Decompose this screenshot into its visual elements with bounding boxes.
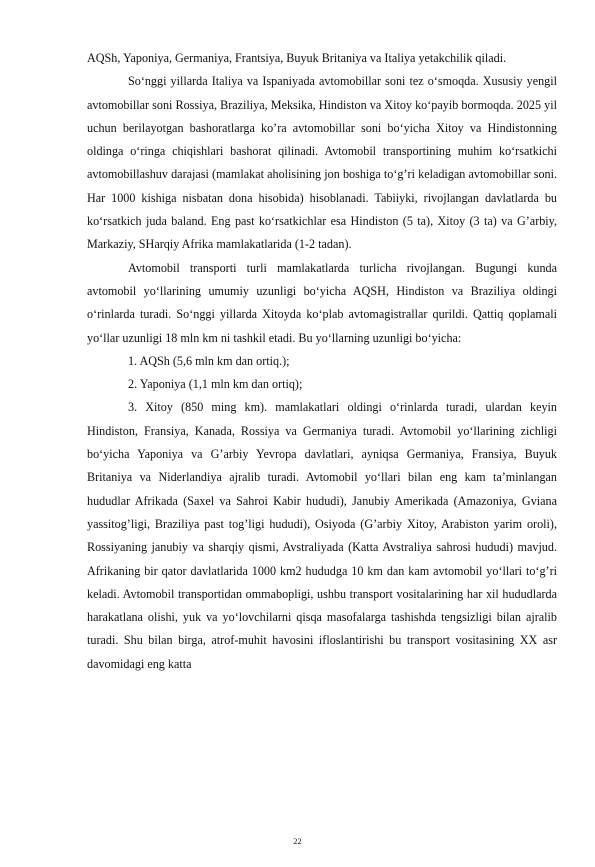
paragraph-continuation: AQSh, Yaponiya, Germaniya, Frantsiya, Buyuk Britaniya va Italiya yetakchilik qiladi. — [87, 51, 507, 65]
paragraph-car-growth: So‘nggi yillarda Italiya va Ispaniyada avtomobillar soni tez o‘smoqda. Xususiy yengil avtomobillar soni Rossiya, Braziliya, Meksika, Hindiston va Xitoy ko‘payib bormoqda. 2025 yil uchun berilayotgan bashoratlarga ko’ra avtomobillar soni bo‘yicha Xitoy va Hindistonning oldinga o‘ringa chiqishlari bashorat qilinadi. Avtomobil transportining muhim ko‘rsatkichi avtomobillashuv darajasi (mamlakat aholisining jon boshiga to‘g’ri keladigan avtomobillar soni. Har 1000 kishiga nisbatan dona hisobida) hisoblanadi. Tabiiyki, rivojlangan davlatlarda bu ko‘rsatkich juda baland. Eng past ko‘rsatkichlar esa Hindiston (5 ta), Xitoy (3 ta) va G’arbiy, Markaziy, SHarqiy Afrika mamlakatlarida (1-2 tadan). — [87, 74, 557, 252]
list-item-japan: 2. Yaponiya (1,1 mln km dan ortiq); — [128, 377, 303, 392]
paragraph-road-development: Avtomobil transporti turli mamlakatlarda turlicha rivojlangan. Bugungi kunda avtomobil yo‘llarining umumiy uzunligi bo‘yicha AQSH, Hindiston va Braziliya oldingi o‘rinlarda turadi. So‘nggi yillarda Xitoyda ko‘plab avtomagistrallar qurildi. Qattiq qoplamali yo‘llar uzunligi 18 mln km ni tashkil etadi. Bu yo‘llarning uzunligi bo‘yicha: — [87, 260, 557, 345]
document-page — [87, 47, 557, 676]
list-item-china: 3. Xitoy (850 ming km). mamlakatlari oldingi o‘rinlarda turadi, ulardan keyin Hindiston, Fransiya, Kanada, Rossiya va Germaniya turadi. Avtomobil yo‘llarining zichligi bo‘yicha Yaponiya va G’arbiy Yevropa davlatlari, ayniqsa Germaniya, Fransiya, Buyuk Britaniya va Niderlandiya ajralib turadi. Avtomobil yo‘llari bilan eng kam ta’minlangan hududlar Afrikada (Saxel va Sahroi Kabir hududi), Janubiy Amerikada (Amazoniya, Gviana yassitog’ligi, Braziliya past tog’ligi hududi), Osiyoda (G’arbiy Xitoy, Arabiston yarim oroli), Rossiyaning janubiy va sharqiy qismi, Avstraliyada (Katta Avstraliya sahrosi hududi) mavjud. Afrikaning bir qator davlatlarida 1000 km2 hududga 10 km dan kam avtomobil yo‘llari to‘g’ri keladi. Avtomobil transportidan ommabopligi, ushbu transport vositalarining har xil hududlarda harakatlana olishi, yuk va yo‘lovchilarni qisqa masofalarga tashishda tengsizligi bilan ajralib turadi. Shu bilan birga, atrof-muhit havosini ifloslantirishi bu transport vositasining XX asr davomidagi eng katta — [87, 400, 557, 671]
list-item-usa: 1. AQSh (5,6 mln km dan ortiq.); — [128, 353, 290, 368]
page-number: 22 — [293, 836, 302, 846]
